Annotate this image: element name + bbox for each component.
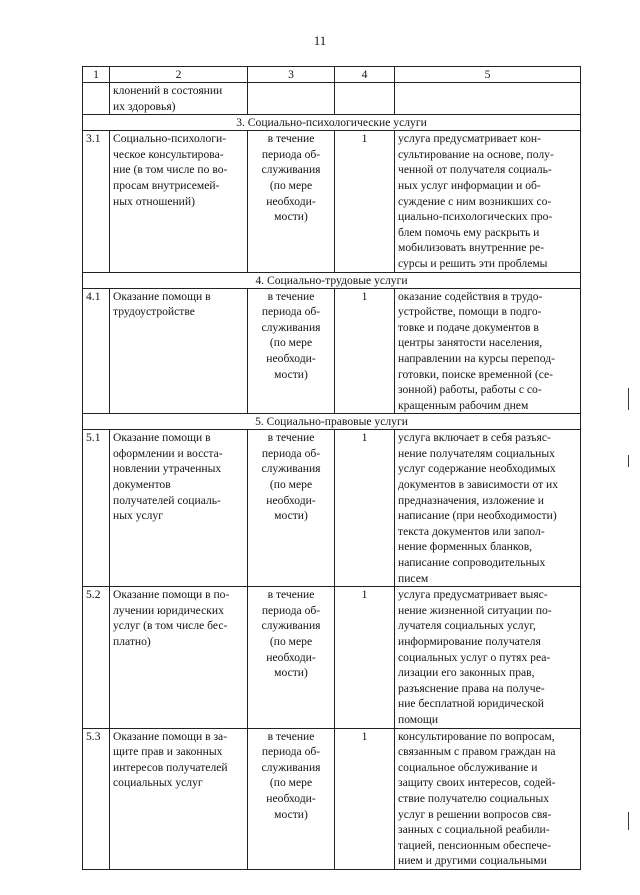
row-number: 4.1: [83, 288, 110, 414]
row-number: [83, 83, 110, 115]
page-number: 11: [313, 33, 327, 48]
service-description: консультирование по вопросам, связанным с правом граждан на социальное обслуживание и защиту своих интересов, содей- ствие получателю социальных услуг в решении вопросов свя- занных с социальной реабили- тацией, пенсионным обеспече- нием и другими социальными: [395, 728, 581, 869]
service-count: 1: [335, 288, 395, 414]
section-row: [83, 272, 581, 288]
service-name: клонений в состоянии их здоровья): [110, 83, 248, 115]
section-row: [83, 414, 581, 430]
table-row: [83, 728, 581, 869]
service-period: в течение периода об- служивания (по мере необходи- мости): [248, 288, 335, 414]
table-row: [83, 288, 581, 414]
service-period: [248, 83, 335, 115]
section-title: 4. Социально-трудовые услуги: [83, 272, 581, 288]
service-count: [335, 83, 395, 115]
scan-mark: [628, 812, 629, 830]
table-row: [83, 131, 581, 272]
section-title: 5. Социально-правовые услуги: [83, 414, 581, 430]
header-cell-num: 1: [83, 67, 110, 83]
service-count: 1: [335, 430, 395, 587]
header-row: [83, 67, 581, 83]
service-period: в течение периода об- служивания (по мере необходи- мости): [248, 728, 335, 869]
service-count: 1: [335, 587, 395, 728]
header-cell-desc: 5: [395, 67, 581, 83]
service-description: оказание содействия в трудо- устройстве, помощи в подго- товке и подаче документов в центры занятости населения, направлении на курсы перепод- готовки, поиске временной (се- зонной) работы, работы с со- кращенным рабочим днем: [395, 288, 581, 414]
service-count: 1: [335, 131, 395, 272]
service-description: услуга предусматривает выяс- нение жизненной ситуации по- лучателя социальных услуг, информирование получателя социальных услуг о путях реа- лизации его законных прав, разъяснение права на получе- ние бесплатной юридической помощи: [395, 587, 581, 728]
service-name: Оказание помощи в за- щите прав и законных интересов получателей социальных услуг: [110, 728, 248, 869]
service-period: в течение периода об- служивания (по мере необходи- мости): [248, 131, 335, 272]
service-name: Оказание помощи в трудоустройстве: [110, 288, 248, 414]
header-cell-time: 3: [248, 67, 335, 83]
continuation-row: [83, 83, 581, 115]
scan-mark: [628, 388, 629, 410]
table-row: [83, 430, 581, 587]
table-row: [83, 587, 581, 728]
services-table-body: [83, 67, 581, 870]
row-number: 5.1: [83, 430, 110, 587]
service-period: в течение периода об- служивания (по мере необходи- мости): [248, 587, 335, 728]
service-name: Оказание помощи в по- лучении юридических услуг (в том числе бес- платно): [110, 587, 248, 728]
service-description: услуга предусматривает кон- сультирование на основе, полу- ченной от получателя социаль- ных услуг информации и об- суждение с ним возникших со- циально-психологических про- блем помочь ему раскрыть и мобилизовать внутренние ре- сурсы и решить эти проблемы: [395, 131, 581, 272]
row-number: 5.2: [83, 587, 110, 728]
service-name: Социально-психологи- ческое консультирова- ние (в том числе по во- просам внутрисемей- ных отношений): [110, 131, 248, 272]
header-cell-name: 2: [110, 67, 248, 83]
service-description: [395, 83, 581, 115]
header-cell-count: 4: [335, 67, 395, 83]
section-title: 3. Социально-психологические услуги: [83, 115, 581, 131]
section-row: [83, 115, 581, 131]
service-period: в течение периода об- служивания (по мере необходи- мости): [248, 430, 335, 587]
row-number: 5.3: [83, 728, 110, 869]
services-table: [82, 66, 581, 870]
service-count: 1: [335, 728, 395, 869]
service-description: услуга включает в себя разъяс- нение получателям социальных услуг содержание необходимых документов в зависимости от их предназначения, изложение и написание (при необходимости) текста документов или запол- нение форменных бланков, написание сопроводительных писем: [395, 430, 581, 587]
scan-mark: [628, 455, 629, 467]
row-number: 3.1: [83, 131, 110, 272]
service-name: Оказание помощи в оформлении и восста- новлении утраченных документов получателей социаль- ных услуг: [110, 430, 248, 587]
